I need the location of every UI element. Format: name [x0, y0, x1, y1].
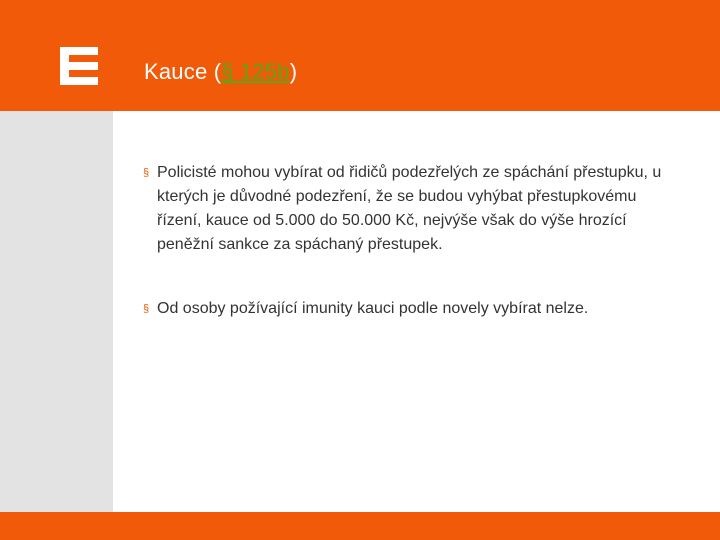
bullet-marker: § — [143, 303, 150, 315]
bullet-item — [143, 297, 663, 321]
slide-title — [144, 59, 297, 85]
bullet-text: Od osoby požívající imunity kauci podle novely vybírat nelze. — [157, 300, 589, 317]
bullet-text: Policisté mohou vybírat od řidičů podezřelých ze spáchání přestupku, u kterých je důvodné podezření, že se budou vyhýbat přestupkovému řízení, kauce od 5.000 do 50.000 Kč, nejvýše však do výše hrozící peněžní sankce za spáchaný přestupek. — [157, 164, 662, 253]
sidebar-panel — [0, 111, 113, 512]
footer-bar — [0, 512, 720, 540]
title-section-link[interactable]: § 125b — [221, 59, 290, 84]
bullet-list — [143, 161, 663, 321]
slide-title-suffix: ) — [289, 59, 298, 84]
bullet-marker: § — [143, 167, 150, 179]
header-bar — [0, 0, 720, 111]
slide-title-prefix: Kauce ( — [144, 59, 222, 84]
cez-logo-icon — [60, 47, 98, 85]
bullet-item — [143, 161, 663, 257]
